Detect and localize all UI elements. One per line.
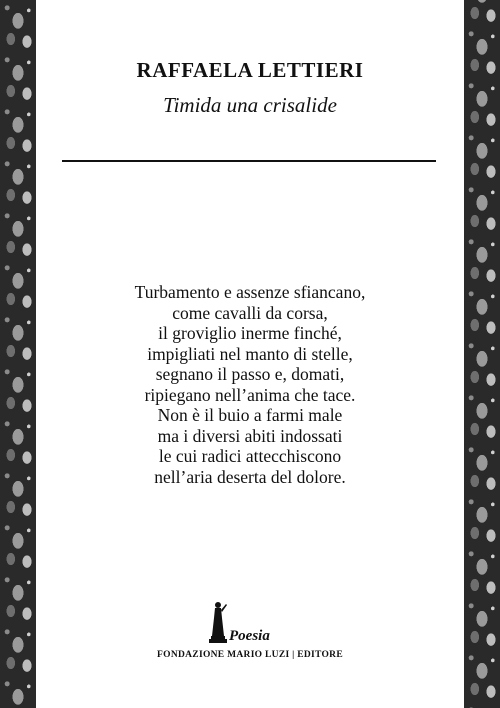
- oak-leaf-border-left: [0, 0, 36, 708]
- publisher-name: FONDAZIONE MARIO LUZI | EDITORE: [157, 650, 343, 660]
- poem-line: Turbamento e assenze sfiancano,: [134, 282, 366, 302]
- poem-line: segnano il passo e, domati,: [155, 364, 345, 384]
- poem-line: impigliati nel manto di stelle,: [147, 343, 353, 364]
- statue-figure-icon: [207, 600, 229, 644]
- poem-line: nell’aria deserta del dolore.: [154, 466, 346, 487]
- oak-leaf-border-right: [464, 0, 500, 708]
- poem-excerpt: [36, 282, 464, 487]
- poem-line: ma i diversi abiti indossati: [157, 425, 343, 446]
- poem-line: il groviglio inerme finché,: [158, 323, 342, 343]
- poem-line: come cavalli da corsa,: [172, 302, 328, 323]
- poem-line: le cui radici attecchiscono: [158, 446, 342, 466]
- poem-line: Non è il buio a farmi male: [157, 405, 343, 425]
- divider-line: [62, 160, 436, 162]
- author-name: RAFFAELA LETTIERI: [136, 58, 364, 82]
- series-name: Poesia: [229, 628, 270, 644]
- book-title: Timida una crisalide: [163, 93, 337, 117]
- poem-line: ripiegano nell’anima che tace.: [144, 384, 356, 405]
